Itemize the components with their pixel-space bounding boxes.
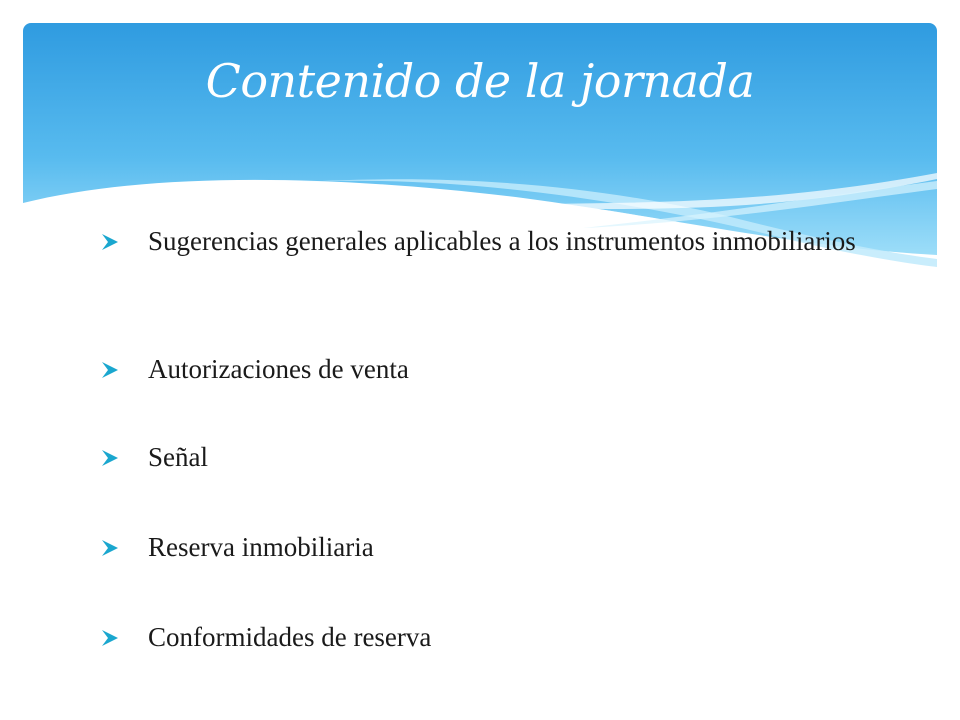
slide-title: Contenido de la jornada	[205, 54, 755, 108]
bullet-text: Conformidades de reserva	[148, 622, 432, 652]
bullet-item	[100, 624, 431, 651]
arrowhead-bullet-icon	[100, 628, 120, 648]
arrowhead-bullet-icon	[100, 448, 120, 468]
bullet-text: Reserva inmobiliaria	[148, 532, 374, 562]
bullet-text: Sugerencias generales aplicables a los instrumentos inmobiliarios	[148, 226, 856, 256]
bullet-item	[100, 444, 208, 471]
bullet-item	[100, 228, 856, 255]
arrowhead-bullet-icon	[100, 232, 120, 252]
bullet-item	[100, 534, 374, 561]
bullet-text: Autorizaciones de venta	[148, 354, 409, 384]
arrowhead-bullet-icon	[100, 538, 120, 558]
bullet-item	[100, 356, 409, 383]
bullet-text: Señal	[148, 442, 208, 472]
arrowhead-bullet-icon	[100, 360, 120, 380]
